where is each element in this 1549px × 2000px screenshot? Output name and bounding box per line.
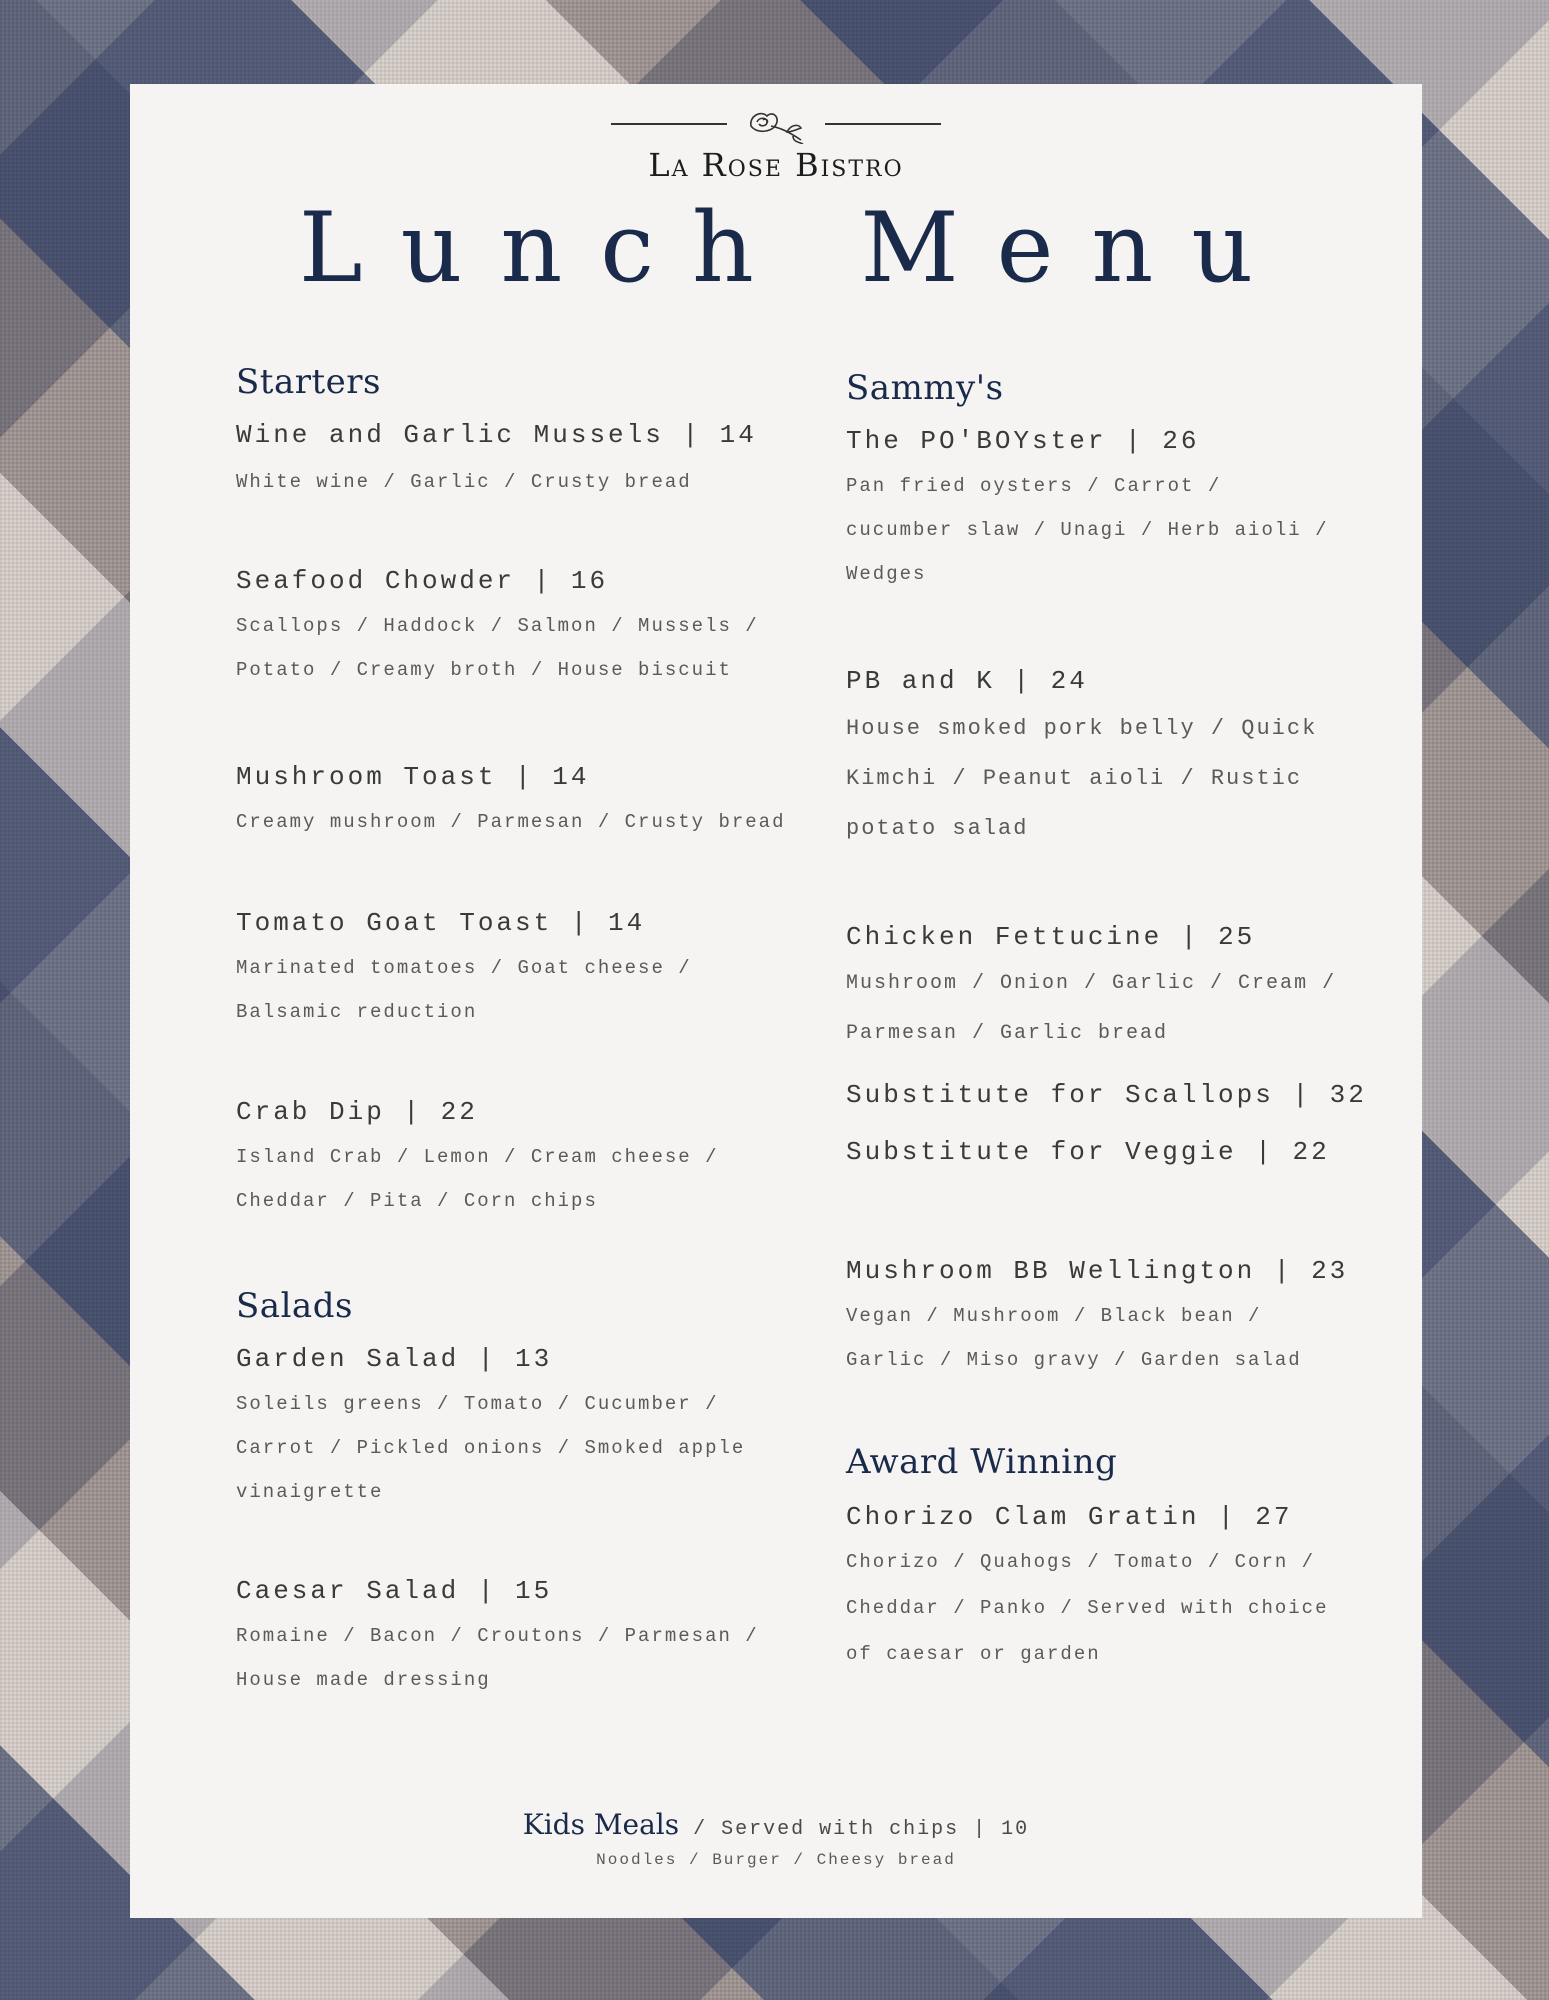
- menu-item-desc: House made dressing: [236, 1669, 491, 1691]
- menu-item-desc: of caesar or garden: [846, 1643, 1101, 1665]
- menu-item-title: Caesar Salad | 15: [236, 1576, 553, 1606]
- menu-item-desc: Potato / Creamy broth / House biscuit: [236, 659, 732, 681]
- section-heading-salads: Salads: [236, 1286, 353, 1326]
- menu-item-desc: potato salad: [846, 816, 1029, 841]
- menu-item-desc: Carrot / Pickled onions / Smoked apple: [236, 1437, 746, 1459]
- menu-item-desc: Marinated tomatoes / Goat cheese /: [236, 957, 692, 979]
- page-title: Lunch Menu: [298, 192, 1292, 304]
- menu-item-desc: Island Crab / Lemon / Cream cheese /: [236, 1146, 719, 1168]
- menu-item-desc: Cheddar / Panko / Served with choice: [846, 1597, 1329, 1619]
- menu-item-title: Wine and Garlic Mussels | 14: [236, 420, 757, 450]
- menu-item-title: Seafood Chowder | 16: [236, 566, 609, 596]
- menu-item-desc: Romaine / Bacon / Croutons / Parmesan /: [236, 1625, 759, 1647]
- kids-meals-label: Kids Meals: [522, 1808, 680, 1841]
- divider: [825, 123, 941, 125]
- menu-item-title: PB and K | 24: [846, 666, 1088, 696]
- menu-item-title: The PO'BOYster | 26: [846, 426, 1200, 456]
- menu-item-desc: cucumber slaw / Unagi / Herb aioli /: [846, 519, 1329, 541]
- section-heading-starters: Starters: [236, 362, 381, 402]
- menu-item-desc: Parmesan / Garlic bread: [846, 1022, 1169, 1045]
- menu-item-desc: Garlic / Miso gravy / Garden salad: [846, 1349, 1302, 1371]
- menu-item-title: Tomato Goat Toast | 14: [236, 908, 646, 938]
- menu-item-desc: Pan fried oysters / Carrot /: [846, 475, 1222, 497]
- brand-header: [130, 104, 1422, 184]
- kids-meals-footer: [130, 1808, 1422, 1869]
- menu-item-title: Garden Salad | 13: [236, 1344, 553, 1374]
- menu-item-desc: Mushroom / Onion / Garlic / Cream /: [846, 972, 1337, 995]
- menu-item-title: Mushroom BB Wellington | 23: [846, 1256, 1349, 1286]
- menu-item-desc: vinaigrette: [236, 1481, 384, 1503]
- menu-item-desc: Balsamic reduction: [236, 1001, 478, 1023]
- menu-item-desc: Chorizo / Quahogs / Tomato / Corn /: [846, 1551, 1316, 1573]
- kids-meals-text: / Served with chips | 10: [679, 1818, 1030, 1841]
- menu-page: [130, 84, 1422, 1918]
- menu-item-option: Substitute for Scallops | 32: [846, 1080, 1367, 1110]
- menu-item-title: Crab Dip | 22: [236, 1097, 478, 1127]
- menu-item-title: Mushroom Toast | 14: [236, 762, 590, 792]
- menu-item-desc: Soleils greens / Tomato / Cucumber /: [236, 1393, 719, 1415]
- menu-item-desc: Creamy mushroom / Parmesan / Crusty bread: [236, 811, 786, 833]
- menu-item-desc: House smoked pork belly / Quick: [846, 716, 1318, 741]
- menu-item-desc: Vegan / Mushroom / Black bean /: [846, 1305, 1262, 1327]
- menu-item-title: Chicken Fettucine | 25: [846, 922, 1256, 952]
- menu-item-desc: Cheddar / Pita / Corn chips: [236, 1190, 598, 1212]
- rose-icon: [741, 104, 811, 144]
- menu-item-title: Chorizo Clam Gratin | 27: [846, 1502, 1293, 1532]
- divider: [611, 123, 727, 125]
- section-heading-award: Award Winning: [846, 1442, 1118, 1482]
- menu-item-option: Substitute for Veggie | 22: [846, 1137, 1330, 1167]
- menu-item-desc: Scallops / Haddock / Salmon / Mussels /: [236, 615, 759, 637]
- kids-meals-desc: Noodles / Burger / Cheesy bread: [596, 1851, 956, 1869]
- brand-name: La Rose Bistro: [648, 146, 904, 184]
- section-heading-sammys: Sammy's: [846, 368, 1004, 408]
- menu-item-desc: Kimchi / Peanut aioli / Rustic: [846, 766, 1303, 791]
- brand-decoration: [130, 104, 1422, 144]
- menu-item-desc: Wedges: [846, 563, 927, 585]
- menu-item-desc: White wine / Garlic / Crusty bread: [236, 471, 692, 493]
